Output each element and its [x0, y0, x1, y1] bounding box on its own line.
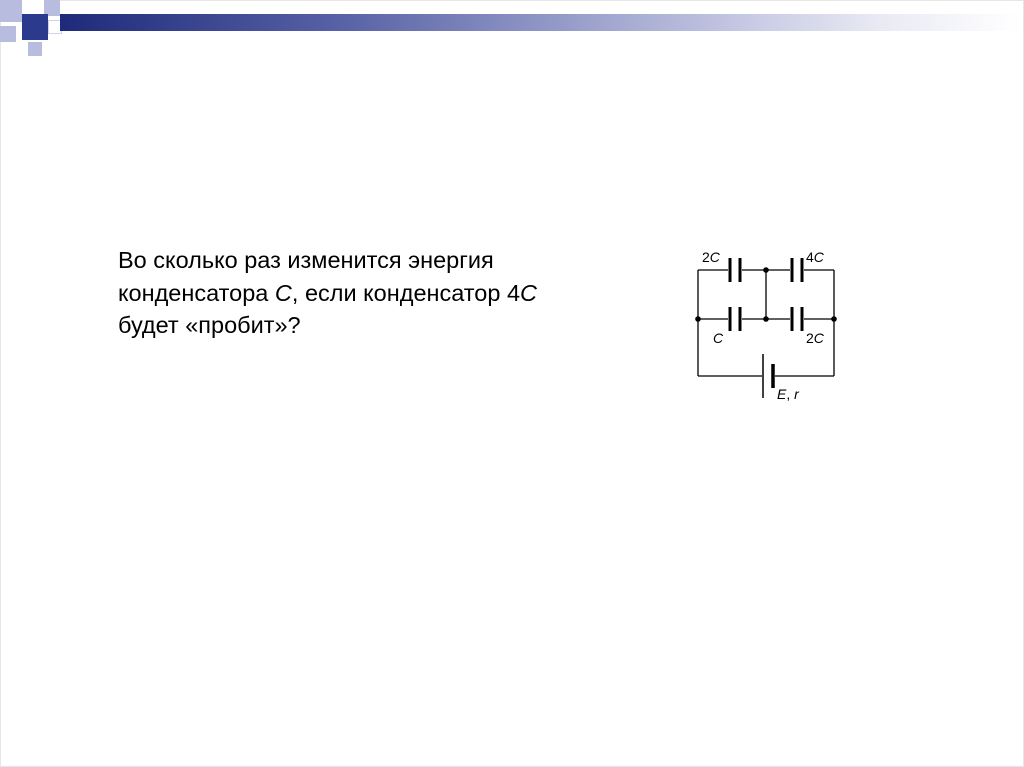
question-part: Во сколько раз изменится энергия конденсатора	[118, 247, 494, 306]
question-var: C	[520, 279, 538, 306]
question-part: , если конденсатор 4	[291, 279, 521, 306]
question-text	[118, 244, 598, 342]
question-part: будет «пробит»?	[118, 312, 301, 338]
label-bottom-left: C	[713, 330, 724, 346]
label-bottom-right: 2C	[806, 330, 824, 346]
label-source: E, r	[777, 386, 799, 402]
question-var: C	[274, 279, 292, 306]
header-bar	[60, 14, 1020, 31]
battery-symbol	[763, 354, 773, 398]
label-top-right: 4C	[806, 249, 824, 265]
label-top-left: 2C	[702, 249, 720, 265]
circuit-diagram	[680, 230, 850, 410]
circuit-wires	[698, 270, 834, 376]
